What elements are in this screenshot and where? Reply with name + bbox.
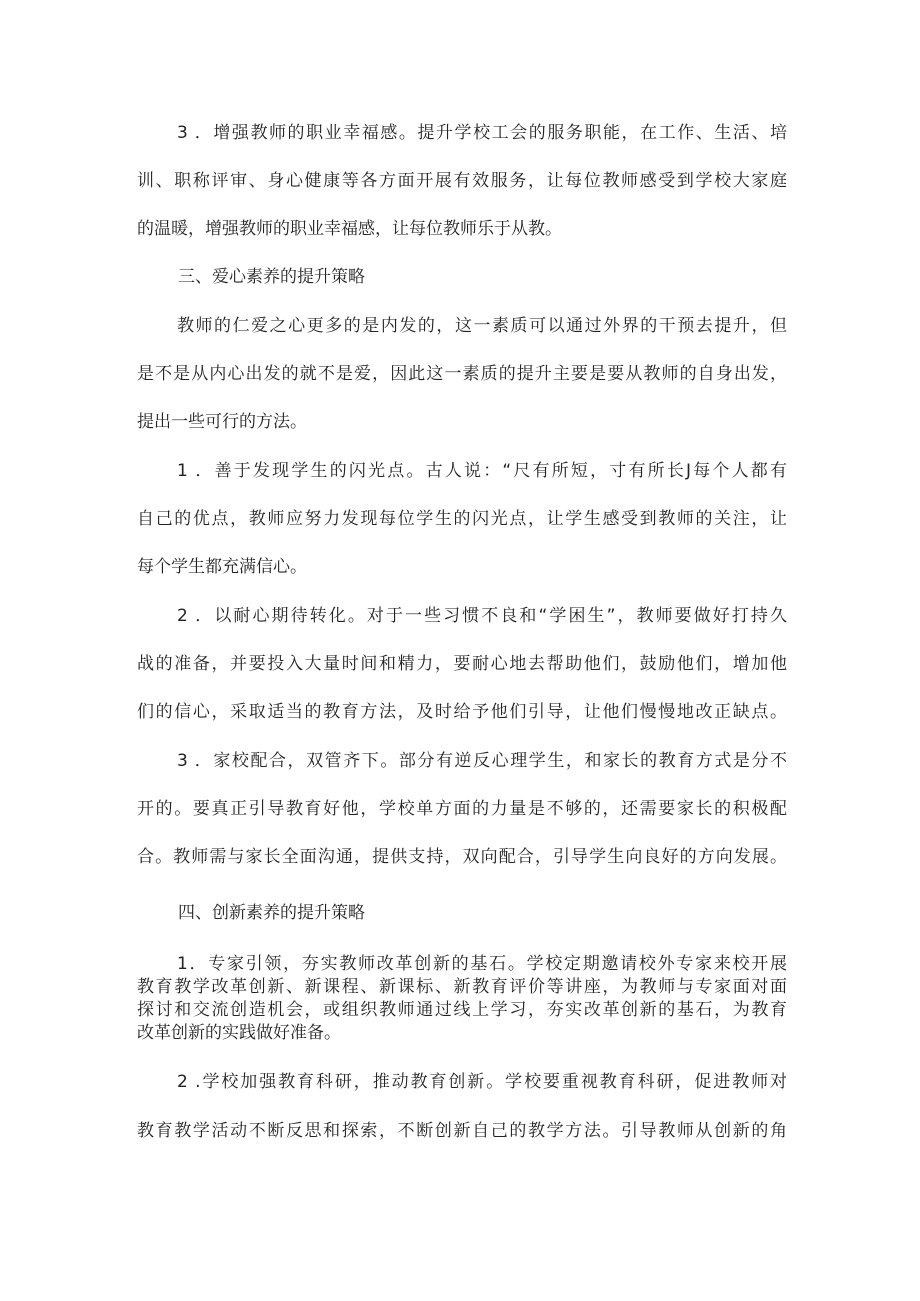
paragraph-line: 教育教学活动不断反思和探索，不断创新自己的教学方法。引导教师从创新的角	[137, 1121, 787, 1141]
paragraph-line: 1．专家引领，夯实教师改革创新的基石。学校定期邀请校外专家来校开展	[177, 954, 787, 974]
paragraph-line: 战的准备，并要投入大量时间和精力，要耐心地去帮助他们，鼓励他们，增加他	[137, 654, 787, 674]
paragraph-line: 们的信心，采取适当的教育方法，及时给予他们引导，让他们慢慢地改正缺点。	[137, 702, 787, 722]
paragraph-line: 1 ．善于发现学生的闪光点。古人说：“尺有所短，寸有所长J每个人都有	[177, 461, 787, 481]
paragraph-line: 是不是从内心出发的就不是爱，因此这一素质的提升主要是要从教师的自身出发，	[137, 364, 787, 384]
paragraph-line: 2 ．以耐心期待转化。对于一些习惯不良和“学困生”，教师要做好打持久	[177, 606, 787, 626]
section-heading: 三、爱心素养的提升策略	[178, 267, 365, 287]
paragraph-line: 探讨和交流创造机会，或组织教师通过线上学习，夯实改革创新的基石，为教育	[137, 1000, 787, 1020]
paragraph-line: 每个学生都充满信心。	[137, 557, 307, 577]
paragraph-line: 的温暖，增强教师的职业幸福感，让每位教师乐于从教。	[137, 219, 562, 239]
paragraph-line: 教师的仁爱之心更多的是内发的，这一素质可以通过外界的干预去提升，但	[177, 316, 787, 336]
paragraph-line: 训、职称评审、身心健康等各方面开展有效服务，让每位教师感受到学校大家庭	[137, 171, 787, 191]
paragraph-line: 2 .学校加强教育科研，推动教育创新。学校要重视教育科研，促进教师对	[177, 1072, 787, 1092]
paragraph-line: 教育教学改革创新、新课程、新课标、新教育评价等讲座，为教师与专家面对面	[137, 977, 787, 997]
paragraph-line: 合。教师需与家长全面沟通，提供支持，双向配合，引导学生向良好的方向发展。	[137, 847, 787, 867]
paragraph-line: 提出一些可行的方法。	[137, 412, 307, 432]
paragraph-line: 3 ．家校配合，双管齐下。部分有逆反心理学生，和家长的教育方式是分不	[177, 751, 787, 771]
paragraph-line: 改革创新的实践做好准备。	[137, 1023, 341, 1043]
paragraph-line: 开的。要真正引导教育好他，学校单方面的力量是不够的，还需要家长的积极配	[137, 799, 787, 819]
paragraph-line: 自己的优点，教师应努力发现每位学生的闪光点，让学生感受到教师的关注，让	[137, 509, 787, 529]
section-heading: 四、创新素养的提升策略	[178, 903, 365, 923]
paragraph-line: 3 ．增强教师的职业幸福感。提升学校工会的服务职能，在工作、生活、培	[177, 123, 787, 143]
